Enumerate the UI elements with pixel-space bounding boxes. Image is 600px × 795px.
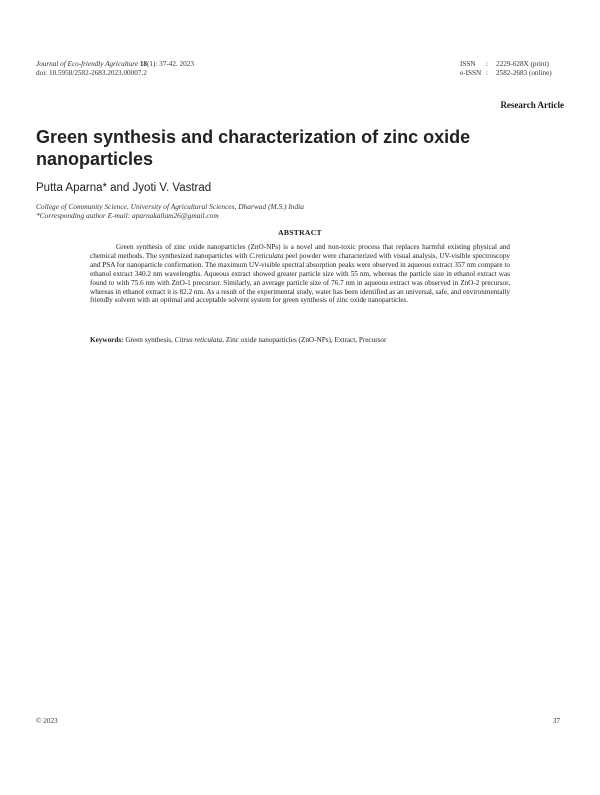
eissn-row bbox=[460, 69, 552, 78]
keywords bbox=[90, 336, 510, 345]
keywords-part-2: , Zinc oxide nanoparticles (ZnO-NPs), Extract, Precursor bbox=[222, 336, 387, 344]
issn-row bbox=[460, 60, 552, 69]
corresponding-author: *Corresponding author E-mail: aparnakallam26@gmail.com bbox=[36, 211, 219, 220]
eissn-label: e-ISSN bbox=[460, 69, 482, 77]
journal-volume: 18 bbox=[139, 60, 147, 68]
issn-block bbox=[460, 60, 552, 78]
abstract-part-1: Green synthesis of zinc oxide nanoparticles (ZnO-NPs) is a novel and non-toxic process that replaces harmful existing physical and chemical methods. The synthesized nanoparticles with bbox=[90, 243, 510, 260]
paper-title: Green synthesis and characterization of zinc oxide nanoparticles bbox=[36, 127, 471, 169]
issn-label: ISSN bbox=[460, 60, 476, 68]
keywords-part-1: Green synthesis, bbox=[123, 336, 175, 344]
authors: Putta Aparna* and Jyoti V. Vastrad bbox=[36, 182, 212, 194]
affiliation-block bbox=[36, 202, 304, 220]
journal-line bbox=[36, 60, 194, 69]
page-number: 37 bbox=[552, 717, 560, 725]
article-type: Research Article bbox=[500, 100, 564, 110]
copyright: © 2023 bbox=[36, 717, 58, 725]
eissn-colon: : bbox=[486, 69, 488, 77]
journal-citation bbox=[36, 60, 194, 78]
keywords-label: Keywords: bbox=[90, 336, 124, 344]
affiliation: College of Community Science, University of Agricultural Sciences, Dharwad (M.S.) India bbox=[36, 202, 304, 211]
abstract-species: C.reticulata bbox=[249, 251, 284, 260]
keywords-species: Citrus reticulata bbox=[174, 336, 223, 344]
abstract-part-2: peel powder were characterized with visual analysis, UV-visible spectroscopy and PSA for nanoparticle confirmation. The maximum UV-visible spectral absorption peaks were observed in aqueous extract 357 nm compare to ethanol extract 340.2 nm wavelengths. Aqueous extract showed greater particle size with 55 nm, whereas the particle size in ethanol extract was found to with 75.6 nm with ZnO-1 precursor. Similarly, an average particle size of 76.7 nm in aqueous extract was observed in ZnO-2 precursor, whereas in ethanol extract it is 82.2 nm. As a result of the experimental study, water has been identified as an universal, safe, and environmentally friendly solvent with an optimal and acceptable solvent system for green synthesis of zinc oxide nanoparticles. bbox=[90, 251, 511, 305]
abstract-heading: ABSTRACT bbox=[278, 228, 322, 237]
eissn-value: 2582-2683 (online) bbox=[496, 69, 552, 77]
issn-value: 2229-628X (print) bbox=[496, 60, 549, 68]
issn-colon: : bbox=[486, 60, 488, 68]
doi: doi: 10.5958/2582-2683.2023.00007.2 bbox=[36, 69, 147, 77]
journal-issue-pages: (1): 37-42. 2023 bbox=[147, 60, 194, 68]
journal-name: Journal of Eco-friendly Agriculture bbox=[36, 60, 139, 68]
abstract-text bbox=[90, 243, 510, 305]
